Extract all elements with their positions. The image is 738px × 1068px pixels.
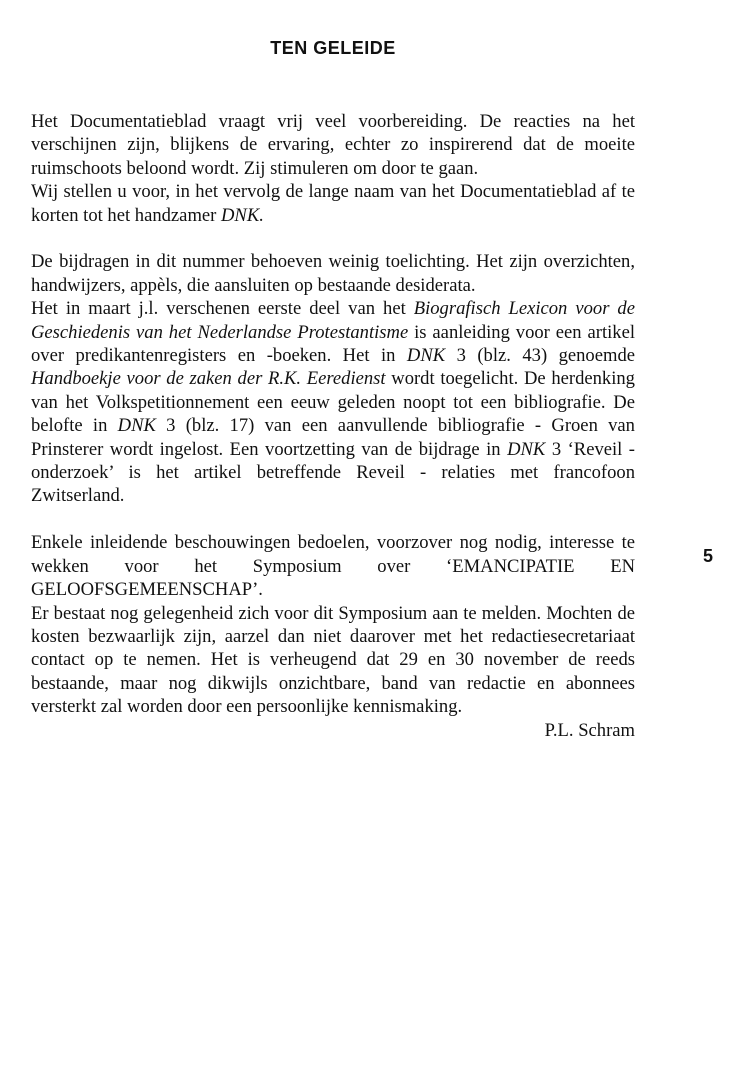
signature: P.L. Schram: [544, 719, 635, 741]
text-run: is aanleiding voor een artikel over predikantenregisters en -boeken. Het in: [31, 321, 635, 367]
paragraph-articles: [31, 297, 635, 508]
paragraph-intro: Het Documentatieblad vraagt vrij veel voorbereiding. De reacties na het verschijnen zijn, blijkens de ervaring, echter zo inspirerend dat de moeite ruimschoots beloond wordt. Zij stimuleren om door te gaan.: [31, 111, 635, 179]
text-run: 3 (blz. 17) van een aanvullende bibliografie - Groen van Prinsterer wordt ingelost. Een voortzetting van de bijdrage in: [31, 415, 635, 460]
paragraph-abbreviation-text: Wij stellen u voor, in het vervolg de lange naam van het Documentatieblad af te korten tot het handzamer: [31, 181, 635, 226]
dnk-abbreviation: DNK.: [221, 204, 264, 226]
document-body: [31, 110, 635, 742]
page-title: TEN GELEIDE: [270, 38, 396, 58]
text-run: wordt toegelicht. De herdenking van het Volkspetitionnement een eeuw geleden noopt tot een bibliografie. De belofte in: [31, 368, 635, 437]
text-run: 3 ‘Reveil - onderzoek’ is het artikel betreffende Reveil - relaties met francofoon Zwitserland.: [31, 438, 635, 507]
paragraph-registration: Er bestaat nog gelegenheid zich voor dit Symposium aan te melden. Mochten de kosten bezwaarlijk zijn, aarzel dan niet daarover met het redactiesecretariaat contact op te nemen. Het is verheugend dat 29 en 30 november de reeds bestaande, maar nog dikwijls onzichtbare, band van redactie en abonnees versterkt zal worden door een persoonlijke kennismaking.: [31, 602, 635, 718]
paragraph-gap: [31, 508, 635, 531]
paragraph-abbreviation: [31, 180, 635, 227]
text-run: 3 (blz. 43) genoemde: [445, 345, 635, 367]
book-title-handboekje: Handboekje voor de zaken der R.K. Eeredienst: [31, 368, 386, 390]
paragraph-symposium: Enkele inleidende beschouwingen bedoelen, voorzover nog nodig, interesse te wekken voor het Symposium over ‘EMANCIPATIE EN GELOOFSGEMEENSCHAP’.: [31, 532, 635, 601]
text-run: Het in maart j.l. verschenen eerste deel van het: [31, 298, 414, 320]
dnk-reference: DNK: [117, 415, 156, 437]
book-title-lexicon: Biografisch Lexicon voor de Geschiedenis van het Nederlandse Protestantisme: [31, 298, 635, 343]
dnk-reference: DNK: [507, 438, 546, 460]
page-number: 5: [703, 546, 714, 566]
dnk-reference: DNK: [406, 345, 446, 367]
paragraph-gap: [31, 227, 635, 250]
paragraph-contributions: De bijdragen in dit nummer behoeven weinig toelichting. Het zijn overzichten, handwijzers, appèls, die aansluiten op bestaande desiderata.: [31, 251, 635, 296]
